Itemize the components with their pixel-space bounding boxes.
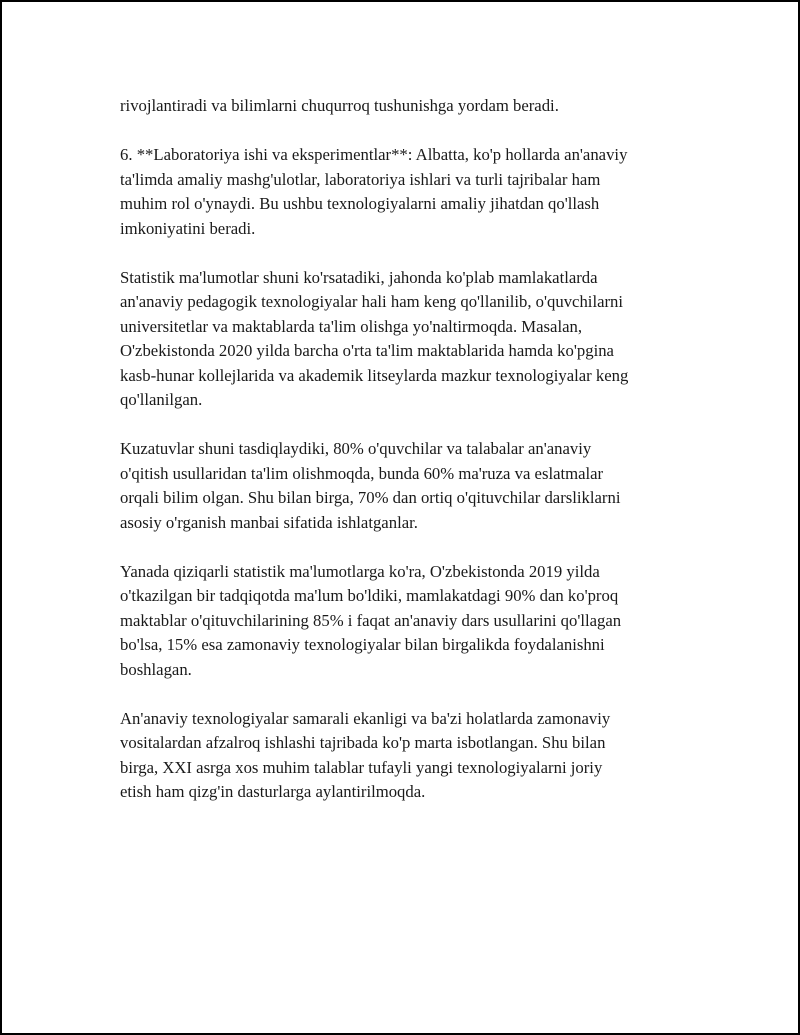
text-line: qo'llanilgan.	[120, 390, 203, 409]
text-line: An'anaviy texnologiyalar samarali ekanligi va ba'zi holatlarda zamonaviy	[120, 708, 611, 728]
document-body	[120, 94, 690, 829]
text-line: etish ham qizg'in dasturlarga aylantirilmoqda.	[120, 782, 426, 801]
paragraph-research-2019	[120, 560, 690, 683]
text-line: 6. **Laboratoriya ishi va eksperimentlar**: Albatta, ko'p hollarda an'anaviy	[120, 145, 628, 164]
text-line: ta'limda amaliy mashg'ulotlar, laboratoriya ishlari va turli tajribalar ham	[120, 169, 601, 189]
text-line: rivojlantiradi va bilimlarni chuqurroq tushunishga yordam beradi.	[120, 96, 559, 115]
text-line: o'tkazilgan bir tadqiqotda ma'lum bo'ldiki, mamlakatdagi 90% dan ko'proq	[120, 586, 619, 605]
text-line: Yanada qiziqarli statistik ma'lumotlarga ko'ra, O'zbekistonda 2019 yilda	[120, 561, 600, 581]
text-line: an'anaviy pedagogik texnologiyalar hali ham keng qo'llanilib, o'quvchilarni	[120, 292, 624, 311]
text-line: kasb-hunar kollejlarida va akademik litseylarda mazkur texnologiyalar keng	[120, 365, 629, 385]
text-line: muhim rol o'ynaydi. Bu ushbu texnologiyalarni amaliy jihatdan qo'llash	[120, 194, 600, 213]
paragraph-conclusion	[120, 707, 690, 805]
text-line: birga, XXI asrga xos muhim talablar tufayli yangi texnologiyalarni joriy	[120, 757, 603, 777]
text-line: universitetlar va maktablarda ta'lim olishga yo'naltirmoqda. Masalan,	[120, 316, 583, 336]
text-line: Statistik ma'lumotlar shuni ko'rsatadiki, jahonda ko'plab mamlakatlarda	[120, 267, 598, 287]
paragraph-observations	[120, 437, 690, 535]
text-line: maktablar o'qituvchilarining 85% i faqat an'anaviy dars usullarini qo'llagan	[120, 610, 622, 630]
text-line: o'qitish usullaridan ta'lim olishmoqda, bunda 60% ma'ruza va eslatmalar	[120, 463, 604, 483]
text-line: O'zbekistonda 2020 yilda barcha o'rta ta'lim maktablarida hamda ko'pgina	[120, 341, 614, 360]
paragraph-laboratory-work	[120, 143, 690, 241]
text-line: vositalardan afzalroq ishlashi tajribada ko'p marta isbotlangan. Shu bilan	[120, 733, 606, 752]
text-line: bo'lsa, 15% esa zamonaviy texnologiyalar bilan birgalikda foydalanishni	[120, 635, 605, 654]
text-line: imkoniyatini beradi.	[120, 218, 256, 238]
text-line: Kuzatuvlar shuni tasdiqlaydiki, 80% o'quvchilar va talabalar an'anaviy	[120, 439, 592, 458]
text-line: orqali bilim olgan. Shu bilan birga, 70% dan ortiq o'qituvchilar darsliklarni	[120, 488, 621, 507]
text-line: asosiy o'rganish manbai sifatida ishlatganlar.	[120, 512, 418, 532]
text-line: boshlagan.	[120, 659, 192, 679]
paragraph-statistics	[120, 266, 690, 413]
paragraph-continuation	[120, 94, 690, 119]
